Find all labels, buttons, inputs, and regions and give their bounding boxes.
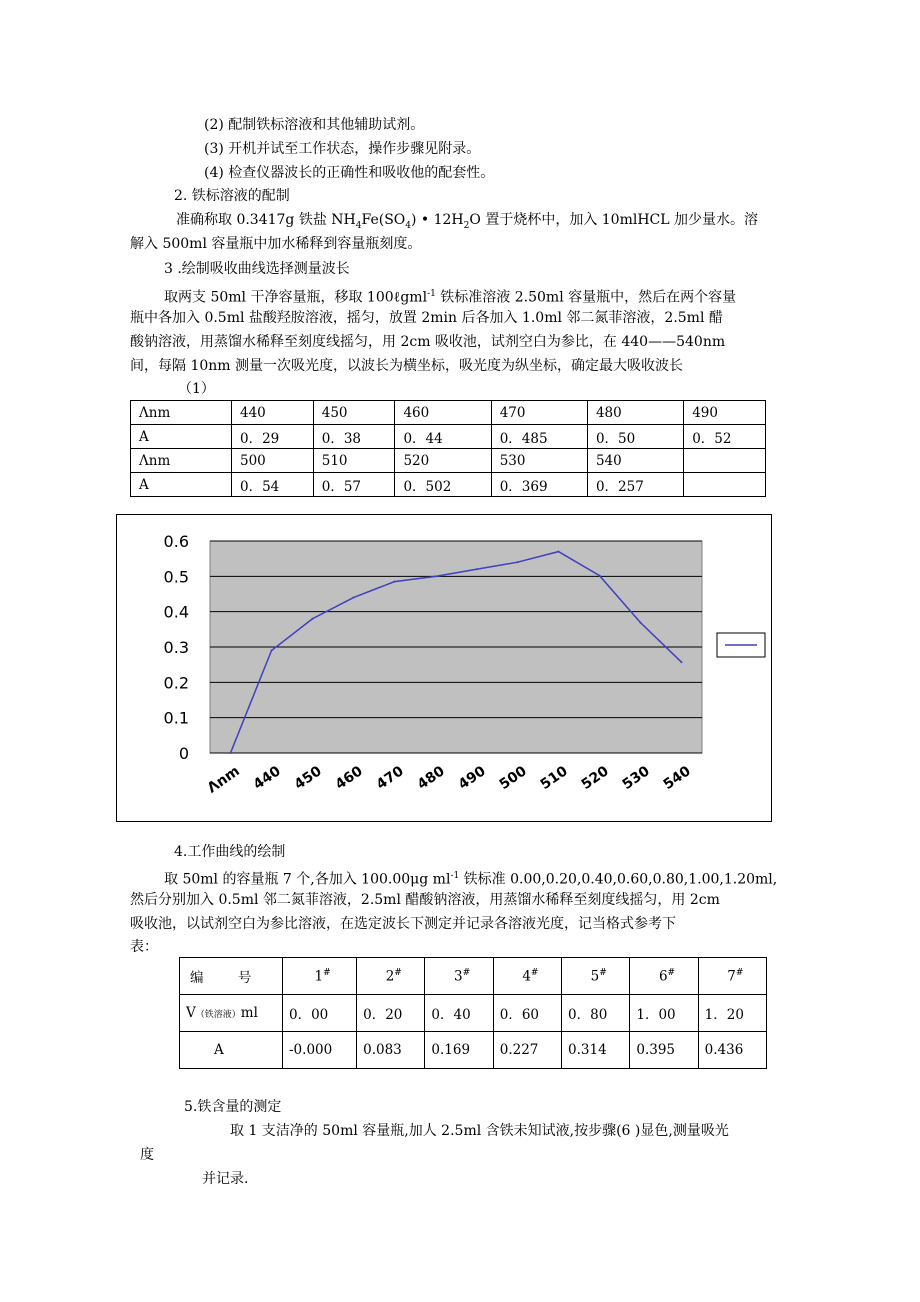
table-cell: 510 — [313, 449, 395, 473]
y-tick-label: 0.4 — [163, 602, 189, 622]
data-point — [394, 581, 396, 583]
x-tick-label: 520 — [578, 763, 612, 794]
x-tick-label: 460 — [332, 763, 366, 794]
section-5-line-2: 度 — [140, 1147, 154, 1163]
data-point — [558, 551, 560, 553]
x-tick-label: 490 — [455, 763, 489, 794]
table-cell: 2# — [357, 958, 425, 995]
table-header-cell: A — [180, 1032, 283, 1069]
table-row — [180, 958, 767, 995]
data-point — [640, 622, 642, 624]
data-point — [312, 618, 314, 620]
y-tick-label: 0.6 — [163, 532, 189, 551]
section-3-line-4: 间，每隔 10nm 测量一次吸光度，以波长为横坐标，吸光度为纵坐标，确定最大吸收波长 — [130, 358, 684, 374]
table-cell: 450 — [313, 401, 395, 425]
table-cell: 4# — [493, 958, 561, 995]
table-row — [131, 473, 766, 497]
step-3-text: (3) 开机并试至工作状态，操作步骤见附录。 — [204, 141, 481, 157]
table-cell: 500 — [232, 449, 314, 473]
x-tick-label: 470 — [373, 763, 407, 794]
section-5-line-1: 取 1 支洁净的 50ml 容量瓶,加人 2.5ml 含铁未知试液,按步骤(6 )显色,测量吸光 — [230, 1123, 729, 1139]
table-cell: 0．54 — [232, 473, 314, 497]
table-cell: 0．50 — [587, 425, 683, 449]
table-cell — [684, 449, 766, 473]
data-point — [271, 650, 273, 652]
step-4-text: (4) 检查仪器波长的正确性和吸收他的配套性。 — [204, 165, 495, 181]
section-4-line-3: 吸收池，以试剂空白为参比溶液，在选定波长下测定并记录各溶液光度，记当格式参考下 — [130, 916, 676, 932]
table-cell: 0．29 — [232, 425, 314, 449]
x-tick-label: 530 — [619, 763, 653, 794]
table-cell: 0.083 — [357, 1032, 425, 1069]
table-cell: 0.395 — [630, 1032, 698, 1069]
x-tick-label: 510 — [537, 763, 571, 794]
section-5-line-3: 并记录. — [202, 1171, 249, 1187]
table-cell: -0.000 — [283, 1032, 357, 1069]
table-cell: 530 — [491, 449, 587, 473]
table-cell: Λnm — [131, 401, 232, 425]
section-3-line-1: 取两支 50ml 干净容量瓶，移取 100ℓgml$^{-1}$ 铁标准溶液 2.50ml 容量瓶中，然后在两个容量 — [164, 289, 737, 306]
table-row — [180, 1032, 767, 1069]
absorption-table — [130, 400, 766, 497]
table-cell: A — [131, 425, 232, 449]
table-cell: 0．257 — [587, 473, 683, 497]
table-cell: 0.169 — [425, 1032, 493, 1069]
table-cell: 0.227 — [493, 1032, 561, 1069]
table-cell: 460 — [395, 401, 491, 425]
table-cell: 7# — [698, 958, 766, 995]
table-cell: 0．369 — [491, 473, 587, 497]
x-tick-label: 450 — [291, 763, 325, 794]
table-cell: 3# — [425, 958, 493, 995]
table-1-label: （1） — [178, 381, 215, 397]
table-cell: 0．60 — [493, 995, 561, 1032]
absorption-chart — [116, 514, 772, 822]
section-5-heading: 5.铁含量的测定 — [184, 1099, 282, 1115]
x-tick-label: 480 — [414, 763, 448, 794]
table-row — [131, 449, 766, 473]
x-tick-label: Λnm — [204, 763, 243, 797]
table-cell: 0．20 — [357, 995, 425, 1032]
data-point — [435, 575, 437, 577]
section-3-line-3: 酸钠溶液，用蒸馏水稀释至刻度线摇匀，用 2cm 吸收池，试剂空白为参比，在 440——540nm — [130, 334, 726, 350]
calibration-table — [179, 957, 767, 1069]
data-point — [353, 597, 355, 599]
section-4-line-1: 取 50ml 的容量瓶 7 个,各加入 100.00μg $ml^{-1}$ 铁标准 0.00,0.20,0.40,0.60,0.80,1.00,1.20ml, — [164, 871, 778, 888]
table-cell — [684, 473, 766, 497]
table-cell: 0．502 — [395, 473, 491, 497]
data-point — [230, 752, 232, 754]
data-point — [681, 661, 683, 663]
x-tick-label: 540 — [660, 763, 694, 794]
section-2-line-2: 解入 500ml 容量瓶中加水稀释到容量瓶刻度。 — [130, 236, 422, 252]
table-cell: 540 — [587, 449, 683, 473]
table-cell: 1．20 — [698, 995, 766, 1032]
table-cell: 0．40 — [425, 995, 493, 1032]
table-cell: A — [131, 473, 232, 497]
table-row — [131, 401, 766, 425]
absorption-chart-svg — [117, 515, 771, 821]
table-cell: 0．38 — [313, 425, 395, 449]
table-cell: 0．57 — [313, 473, 395, 497]
table-cell: 0.436 — [698, 1032, 766, 1069]
x-tick-label: 440 — [250, 763, 284, 794]
table-cell: 1．00 — [630, 995, 698, 1032]
table-cell: 1# — [283, 958, 357, 995]
table-header-cell: 编 号 — [180, 958, 283, 995]
section-4-heading: 4.工作曲线的绘制 — [174, 844, 286, 860]
table-cell: 440 — [232, 401, 314, 425]
y-tick-label: 0 — [178, 744, 189, 763]
section-3-line-2: 瓶中各加入 0.5ml 盐酸羟胺溶液，摇匀，放置 2min 后各加入 1.0ml 邻二氮菲溶液，2.5ml 醋 — [130, 310, 723, 326]
y-tick-label: 0.3 — [163, 638, 189, 657]
table-cell: 470 — [491, 401, 587, 425]
y-tick-label: 0.2 — [163, 673, 189, 693]
data-point — [599, 575, 601, 577]
table-cell: 0．80 — [562, 995, 630, 1032]
section-3-heading: 3 .绘制吸收曲线选择测量波长 — [164, 261, 350, 277]
data-point — [476, 568, 478, 570]
table-cell: 5# — [562, 958, 630, 995]
table-cell: 0.314 — [562, 1032, 630, 1069]
section-2-line-1: 准确称取 0.3417g 铁盐 $NH_4Fe(SO_4)$ • $12H_2O$ 置于烧杯中，加入 10mlHCL 加少量水。溶 — [176, 212, 759, 231]
table-cell: 490 — [684, 401, 766, 425]
section-2-heading: 2. 铁标溶液的配制 — [174, 188, 290, 204]
table-cell: 480 — [587, 401, 683, 425]
table-header-cell: V（铁溶液）ml — [180, 995, 283, 1032]
y-tick-label: 0.5 — [163, 567, 189, 587]
section-4-line-2: 然后分别加入 0.5ml 邻二氮菲溶液，2.5ml 醋酸钠溶液，用蒸馏水稀释至刻度线摇匀，用 2cm — [130, 892, 720, 908]
table-cell: 0．00 — [283, 995, 357, 1032]
table-cell: 520 — [395, 449, 491, 473]
data-point — [517, 561, 519, 563]
table-cell: 6# — [630, 958, 698, 995]
table-cell: Λnm — [131, 449, 232, 473]
y-tick-label: 0.1 — [163, 708, 189, 728]
table-row — [131, 425, 766, 449]
table-cell: 0．52 — [684, 425, 766, 449]
table-cell: 0．44 — [395, 425, 491, 449]
x-tick-label: 500 — [496, 763, 530, 794]
step-2-text: (2) 配制铁标溶液和其他辅助试剂。 — [204, 117, 425, 133]
section-4-line-4: 表： — [130, 939, 158, 955]
table-row — [180, 995, 767, 1032]
table-cell: 0．485 — [491, 425, 587, 449]
